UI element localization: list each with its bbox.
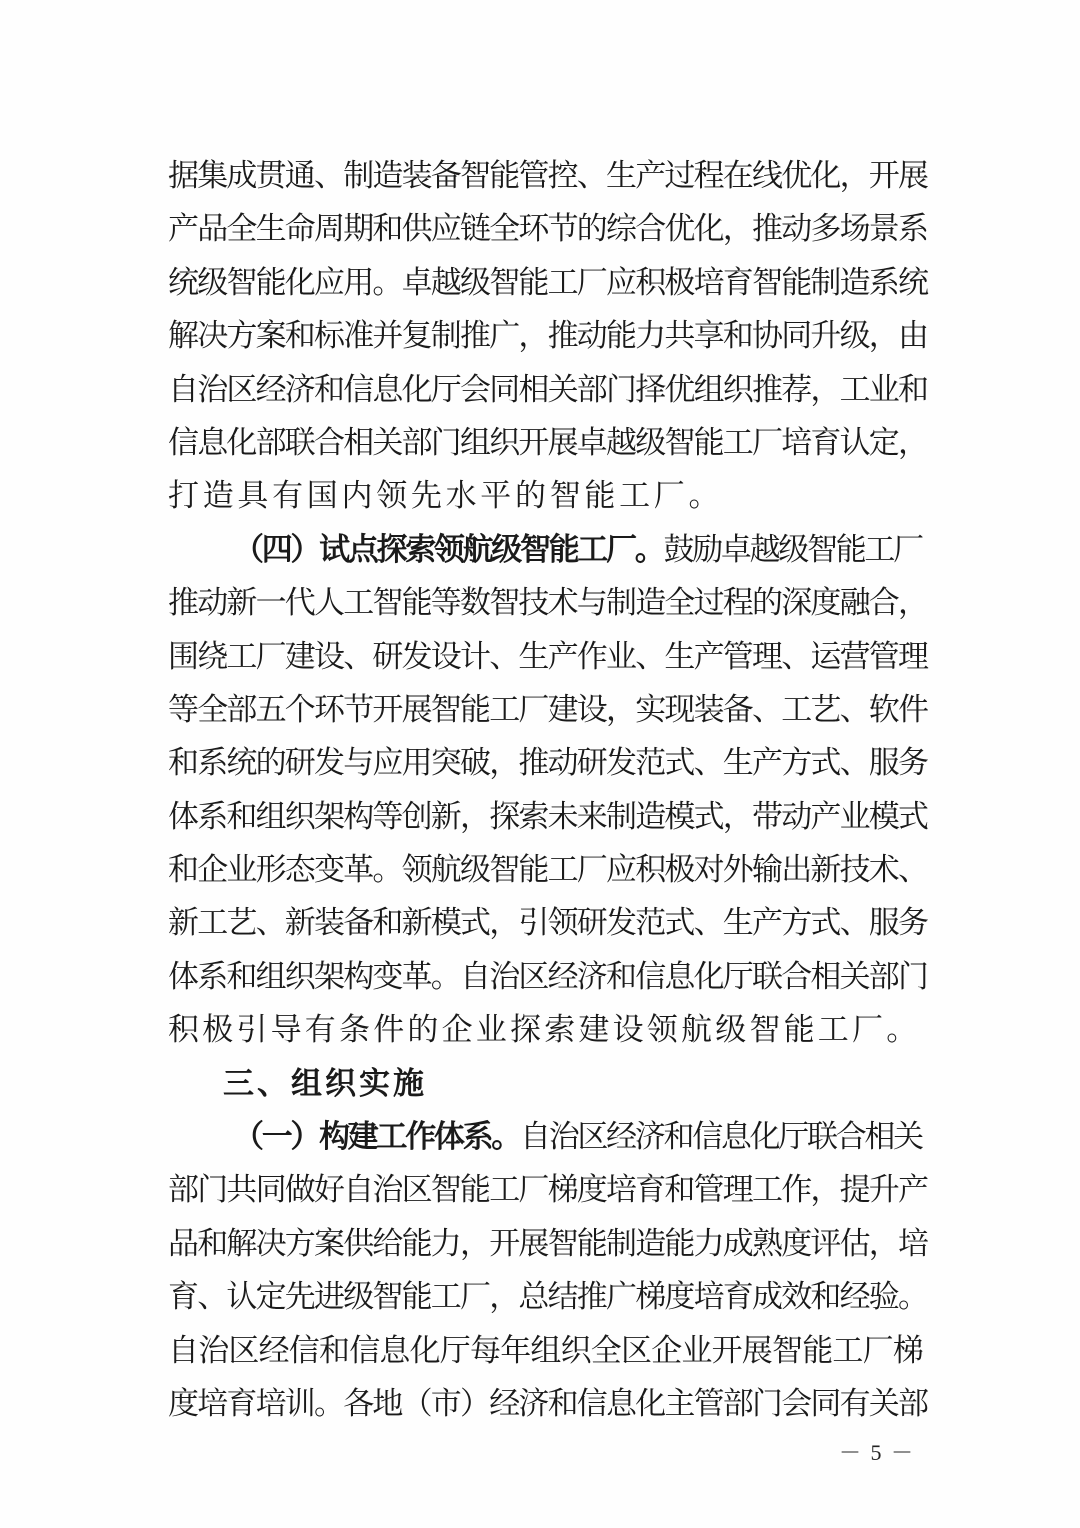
paragraph-line: 统级智能化应用。卓越级智能工厂应积极培育智能制造系统 bbox=[168, 264, 928, 301]
paragraph-line: 体系和组织架构变革。自治区经济和信息化厅联合相关部门 bbox=[168, 958, 928, 995]
paragraph-line: 积极引导有条件的企业探索建设领航级智能工厂。 bbox=[168, 1012, 921, 1049]
paragraph-line: 解决方案和标准并复制推广，推动能力共享和协同升级，由 bbox=[168, 318, 928, 355]
paragraph-line: 推动新一代人工智能等数智技术与制造全过程的深度融合， bbox=[168, 585, 928, 622]
section-1-title: （一）构建工作体系。 bbox=[233, 1119, 520, 1156]
section-4-title: （四）试点探索领航级智能工厂。 bbox=[233, 531, 664, 568]
paragraph-line: 和系统的研发与应用突破，推动研发范式、生产方式、服务 bbox=[168, 745, 928, 782]
paragraph-line: 据集成贯通、制造装备智能管控、生产过程在线优化，开展 bbox=[168, 158, 928, 194]
page-number: － 5 － bbox=[838, 1440, 915, 1465]
paragraph-line: 信息化部联合相关部门组织开展卓越级智能工厂培育认定， bbox=[168, 424, 928, 461]
paragraph-line: 度培育培训。各地（市）经济和信息化主管部门会同有关部 bbox=[168, 1385, 928, 1422]
paragraph-line: 围绕工厂建设、研发设计、生产作业、生产管理、运营管理 bbox=[168, 638, 928, 675]
paragraph-line: 体系和组织架构等创新，探索未来制造模式，带动产业模式 bbox=[168, 798, 928, 835]
paragraph-line: 等全部五个环节开展智能工厂建设，实现装备、工艺、软件 bbox=[168, 691, 928, 728]
paragraph-line: 自治区经信和信息化厅每年组织全区企业开展智能工厂梯 bbox=[168, 1332, 923, 1369]
paragraph-line: 新工艺、新装备和新模式，引领研发范式、生产方式、服务 bbox=[168, 905, 928, 942]
paragraph-line: 产品全生命周期和供应链全环节的综合优化，推动多场景系 bbox=[168, 211, 928, 248]
section-heading: 三、组织实施 bbox=[223, 1065, 427, 1102]
paragraph-line: 和企业形态变革。领航级智能工厂应积极对外输出新技术、 bbox=[168, 852, 928, 889]
paragraph-line: 品和解决方案供给能力，开展智能制造能力成熟度评估，培 bbox=[168, 1225, 928, 1262]
section-4-first-line bbox=[168, 524, 928, 577]
section-4-text: 鼓励卓越级智能工厂 bbox=[663, 531, 922, 568]
paragraph-line: 自治区经济和信息化厅会同相关部门择优组织推荐，工业和 bbox=[168, 371, 928, 408]
section-1-first-line bbox=[168, 1111, 928, 1164]
paragraph-line: 打造具有国内领先水平的智能工厂。 bbox=[168, 478, 724, 515]
body-text bbox=[168, 150, 928, 1431]
paragraph-line: 育、认定先进级智能工厂，总结推广梯度培育成效和经验。 bbox=[168, 1279, 928, 1316]
section-1-text: 自治区经济和信息化厅联合相关 bbox=[520, 1119, 922, 1156]
paragraph-line: 部门共同做好自治区智能工厂梯度培育和管理工作，提升产 bbox=[168, 1172, 928, 1209]
